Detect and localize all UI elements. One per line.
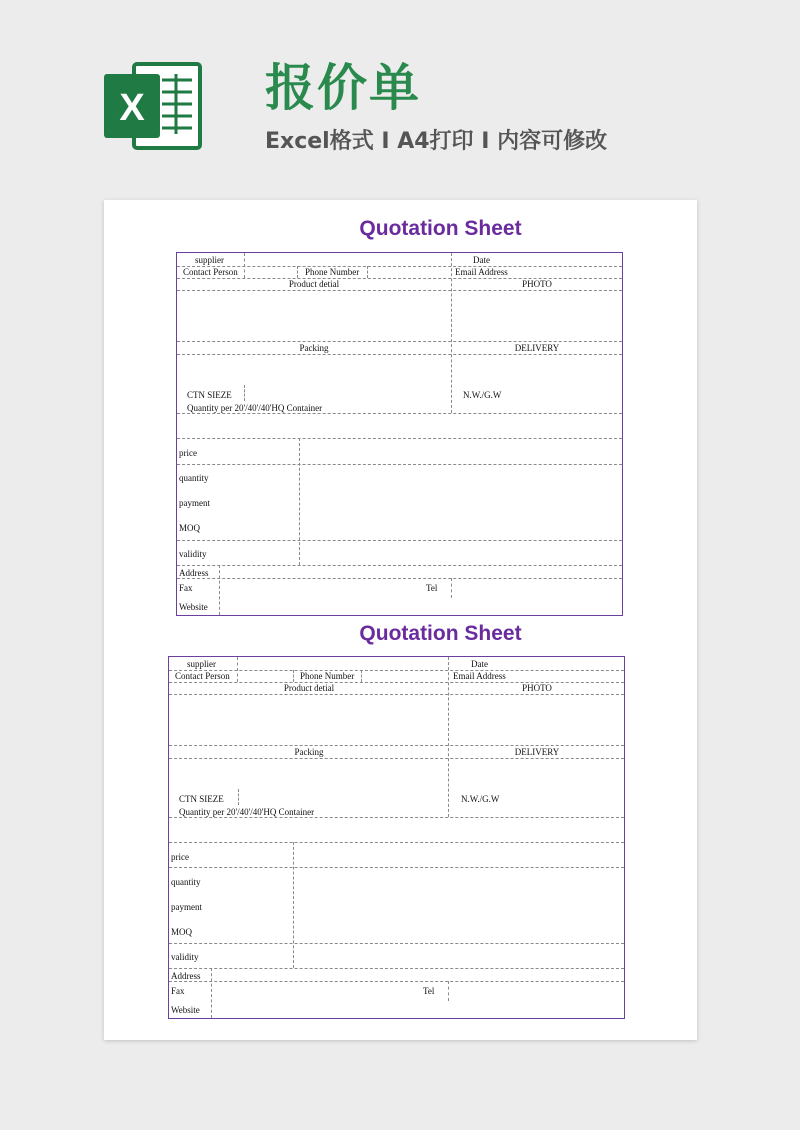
label-price: price: [171, 852, 189, 862]
label-website: Website: [179, 602, 208, 612]
label-nw-gw: N.W./G.W: [461, 794, 500, 804]
label-ctn-sieze: CTN SIEZE: [187, 390, 232, 400]
sheet-title: Quotation Sheet: [359, 622, 522, 645]
label-tel: Tel: [423, 986, 435, 996]
logo-letter: X: [119, 87, 145, 129]
quotation-form: [168, 656, 625, 1019]
label-phone-number: Phone Number: [305, 267, 360, 277]
label-delivery: DELIVERY: [514, 343, 560, 353]
paper-sheet: [104, 200, 697, 1040]
label-nw-gw: N.W./G.W: [463, 390, 502, 400]
label-quantity: quantity: [171, 877, 201, 887]
label-date: Date: [473, 255, 490, 265]
label-fax: Fax: [171, 986, 185, 996]
label-date: Date: [471, 659, 488, 669]
sheet-title: Quotation Sheet: [359, 217, 522, 240]
page-subtitle: Excel格式 I A4打印 I 内容可修改: [265, 129, 608, 154]
label-delivery: DELIVERY: [514, 747, 560, 757]
label-photo: PHOTO: [522, 279, 552, 289]
label-price: price: [179, 448, 197, 458]
label-fax: Fax: [179, 583, 193, 593]
quotation-sheet-2: [104, 620, 697, 1040]
quotation-sheet-1: [104, 200, 697, 620]
label-address: Address: [171, 971, 201, 981]
label-ctn-sieze: CTN SIEZE: [179, 794, 224, 804]
label-quantity-container: Quantity per 20'/40'/40'HQ Container: [187, 403, 323, 413]
label-product-detial: Product detial: [283, 683, 335, 693]
label-tel: Tel: [426, 583, 438, 593]
quotation-form: [176, 252, 623, 616]
page-title: 报价单: [265, 59, 421, 117]
label-validity: validity: [179, 549, 207, 559]
label-phone-number: Phone Number: [300, 671, 355, 681]
label-contact-person: Contact Person: [183, 267, 238, 277]
label-payment: payment: [179, 498, 210, 508]
label-contact-person: Contact Person: [175, 671, 230, 681]
label-website: Website: [171, 1005, 200, 1015]
label-packing: Packing: [299, 343, 329, 353]
label-packing: Packing: [294, 747, 324, 757]
label-photo: PHOTO: [522, 683, 552, 693]
label-moq: MOQ: [179, 523, 201, 533]
excel-icon: [100, 58, 206, 154]
label-payment: payment: [171, 902, 202, 912]
label-email-address: Email Address: [453, 671, 506, 681]
label-email-address: Email Address: [455, 267, 508, 277]
label-supplier: supplier: [187, 659, 216, 669]
label-moq: MOQ: [171, 927, 193, 937]
label-address: Address: [179, 568, 209, 578]
label-validity: validity: [171, 952, 199, 962]
label-product-detial: Product detial: [288, 279, 340, 289]
label-quantity-container: Quantity per 20'/40'/40'HQ Container: [179, 807, 315, 817]
label-quantity: quantity: [179, 473, 209, 483]
label-supplier: supplier: [195, 255, 224, 265]
